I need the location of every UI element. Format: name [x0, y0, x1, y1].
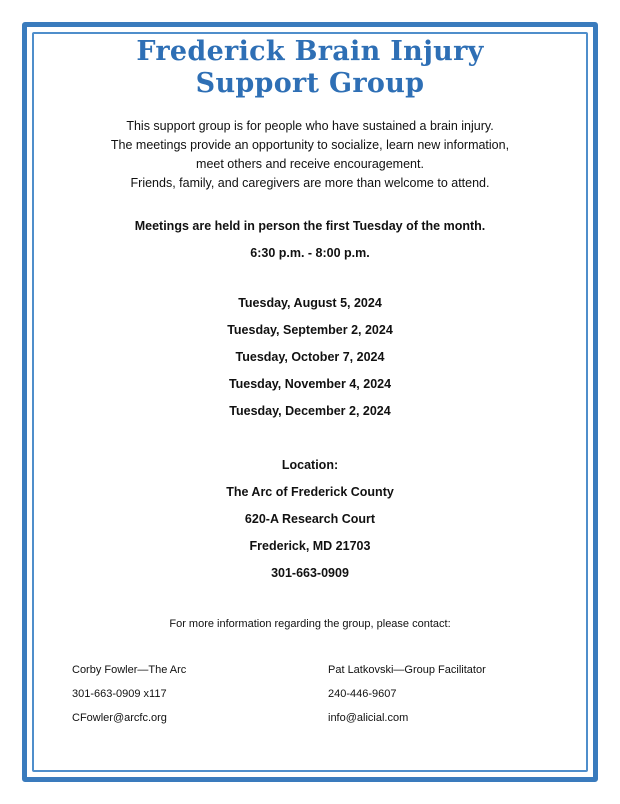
contact-name: Pat Latkovski—Group Facilitator — [328, 664, 486, 676]
meetings-note: Meetings are held in person the first Tuesday of the month. — [134, 219, 486, 233]
intro-line: meet others and receive encouragement. — [196, 157, 424, 171]
meeting-date: Tuesday, October 7, 2024 — [235, 350, 385, 364]
meeting-date: Tuesday, December 2, 2024 — [229, 404, 391, 418]
location-phone: 301-663-0909 — [271, 566, 349, 580]
location-street: 620-A Research Court — [244, 512, 376, 526]
title-line-1: Frederick Brain Injury — [136, 36, 484, 67]
contact-name: Corby Fowler—The Arc — [72, 664, 187, 676]
contact-phone: 240-446-9607 — [328, 688, 397, 700]
page-title — [0, 36, 620, 100]
contact-email[interactable]: info@alicial.com — [328, 712, 409, 724]
location-name: The Arc of Frederick County — [226, 485, 394, 499]
meeting-date: Tuesday, November 4, 2024 — [228, 377, 392, 391]
intro-line: Friends, family, and caregivers are more than welcome to attend. — [130, 176, 490, 190]
intro-line: This support group is for people who have sustained a brain injury. — [126, 119, 494, 133]
intro-line: The meetings provide an opportunity to socialize, learn new information, — [110, 138, 510, 152]
contact-email[interactable]: CFowler@arcfc.org — [72, 712, 167, 724]
contact-intro: For more information regarding the group, please contact: — [169, 618, 451, 630]
location-city: Frederick, MD 21703 — [249, 539, 371, 553]
meeting-date: Tuesday, September 2, 2024 — [227, 323, 393, 337]
intro-paragraph — [0, 117, 620, 193]
location-label: Location: — [281, 458, 339, 472]
title-line-2: Support Group — [195, 68, 425, 99]
meeting-date: Tuesday, August 5, 2024 — [238, 296, 382, 310]
meeting-time: 6:30 p.m. - 8:00 p.m. — [250, 246, 370, 260]
contact-phone: 301-663-0909 x117 — [72, 688, 167, 700]
